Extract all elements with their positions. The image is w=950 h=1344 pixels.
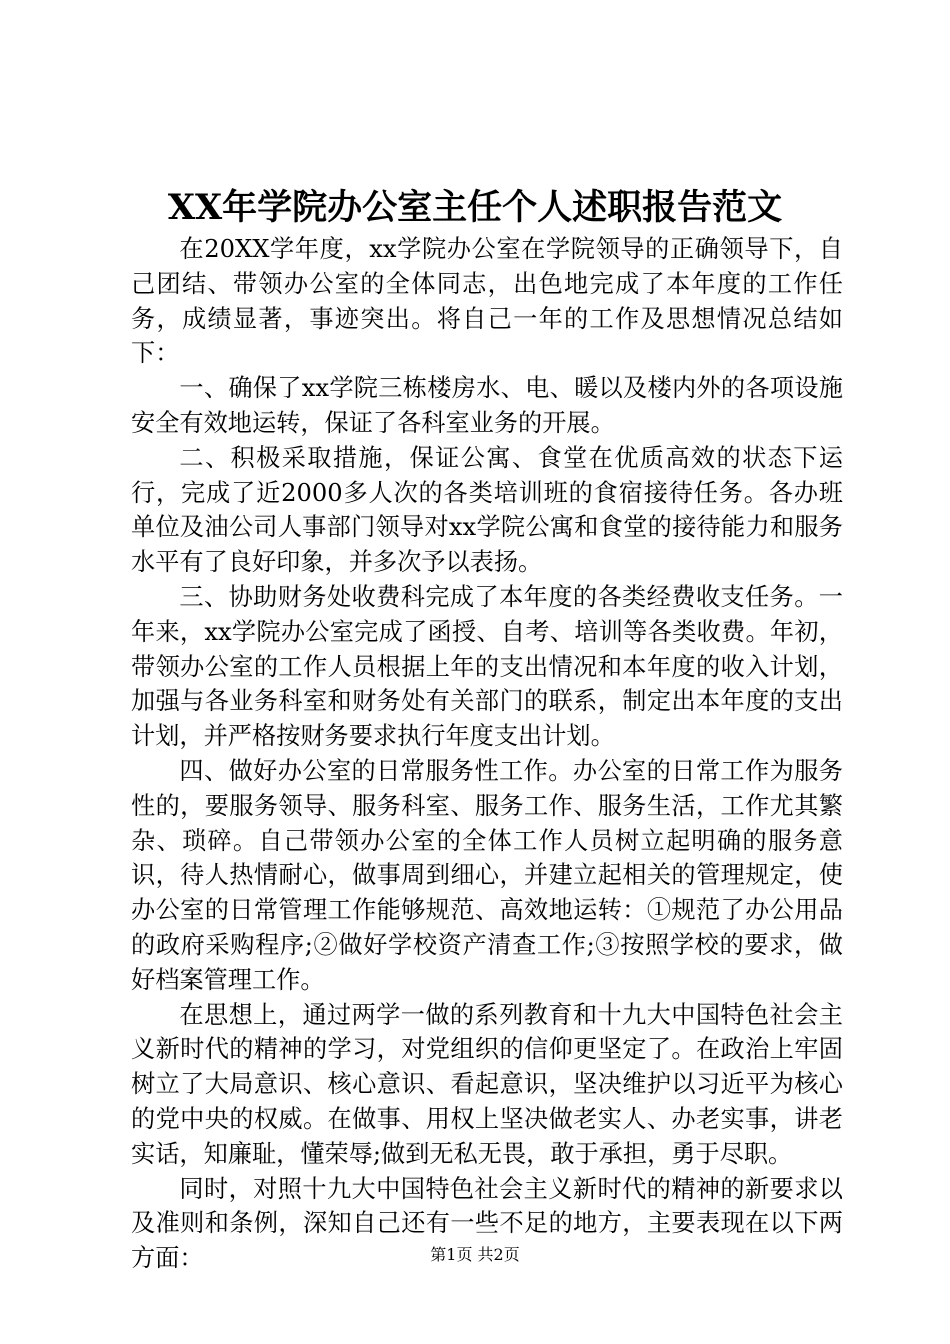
paragraph-item-2: 二、积极采取措施，保证公寓、食堂在优质高效的状态下运行，完成了近2000多人次的各类培训班的食宿接待任务。各办班单位及油公司人事部门领导对xx学院公寓和食堂的接待能力和服务水平有了良好印象，并多次予以表扬。: [131, 443, 843, 577]
document-title: XX年学院办公室主任个人述职报告范文: [167, 187, 783, 228]
paragraph-intro: 在20XX学年度，xx学院办公室在学院领导的正确领导下，自己团结、带领办公室的全体同志，出色地完成了本年度的工作任务，成绩显著，事迹突出。将自己一年的工作及思想情况总结如下：: [131, 235, 843, 368]
paragraph-item-3: 三、协助财务处收费科完成了本年度的各类经费收支任务。一年来，xx学院办公室完成了函授、自考、培训等各类收费。年初，带领办公室的工作人员根据上年的支出情况和本年度的收入计划，加强与各业务科室和财务处有关部门的联系，制定出本年度的支出计划，并严格按财务要求执行年度支出计划。: [131, 582, 843, 751]
page-footer: 第1页 共2页: [430, 1245, 520, 1264]
paragraph-shortcomings: 同时，对照十九大中国特色社会主义新时代的精神的新要求以及准则和条例，深知自己还有一些不足的地方，主要表现在以下两方面：: [131, 1174, 843, 1273]
paragraph-item-4: 四、做好办公室的日常服务性工作。办公室的日常工作为服务性的，要服务领导、服务科室、服务工作、服务生活，工作尤其繁杂、琐碎。自己带领办公室的全体工作人员树立起明确的服务意识，待人热情耐心，做事周到细心，并建立起相关的管理规定，使办公室的日常管理工作能够规范、高效地运转：①规范了办公用品的政府采购程序;②做好学校资产清查工作;③按照学校的要求，做好档案管理工作。: [131, 756, 843, 994]
paragraph-ideology: 在思想上，通过两学一做的系列教育和十九大中国特色社会主义新时代的精神的学习，对党组织的信仰更坚定了。在政治上牢固树立了大局意识、核心意识、看起意识，坚决维护以习近平为核心的党中央的权威。在做事、用权上坚决做老实人、办老实事，讲老实话，知廉耻，懂荣辱;做到无私无畏，敢于承担，勇于尽职。: [131, 1000, 843, 1168]
paragraph-item-1: 一、确保了xx学院三栋楼房水、电、暖以及楼内外的各项设施安全有效地运转，保证了各科室业务的开展。: [131, 374, 843, 437]
document-body: [131, 232, 843, 1276]
